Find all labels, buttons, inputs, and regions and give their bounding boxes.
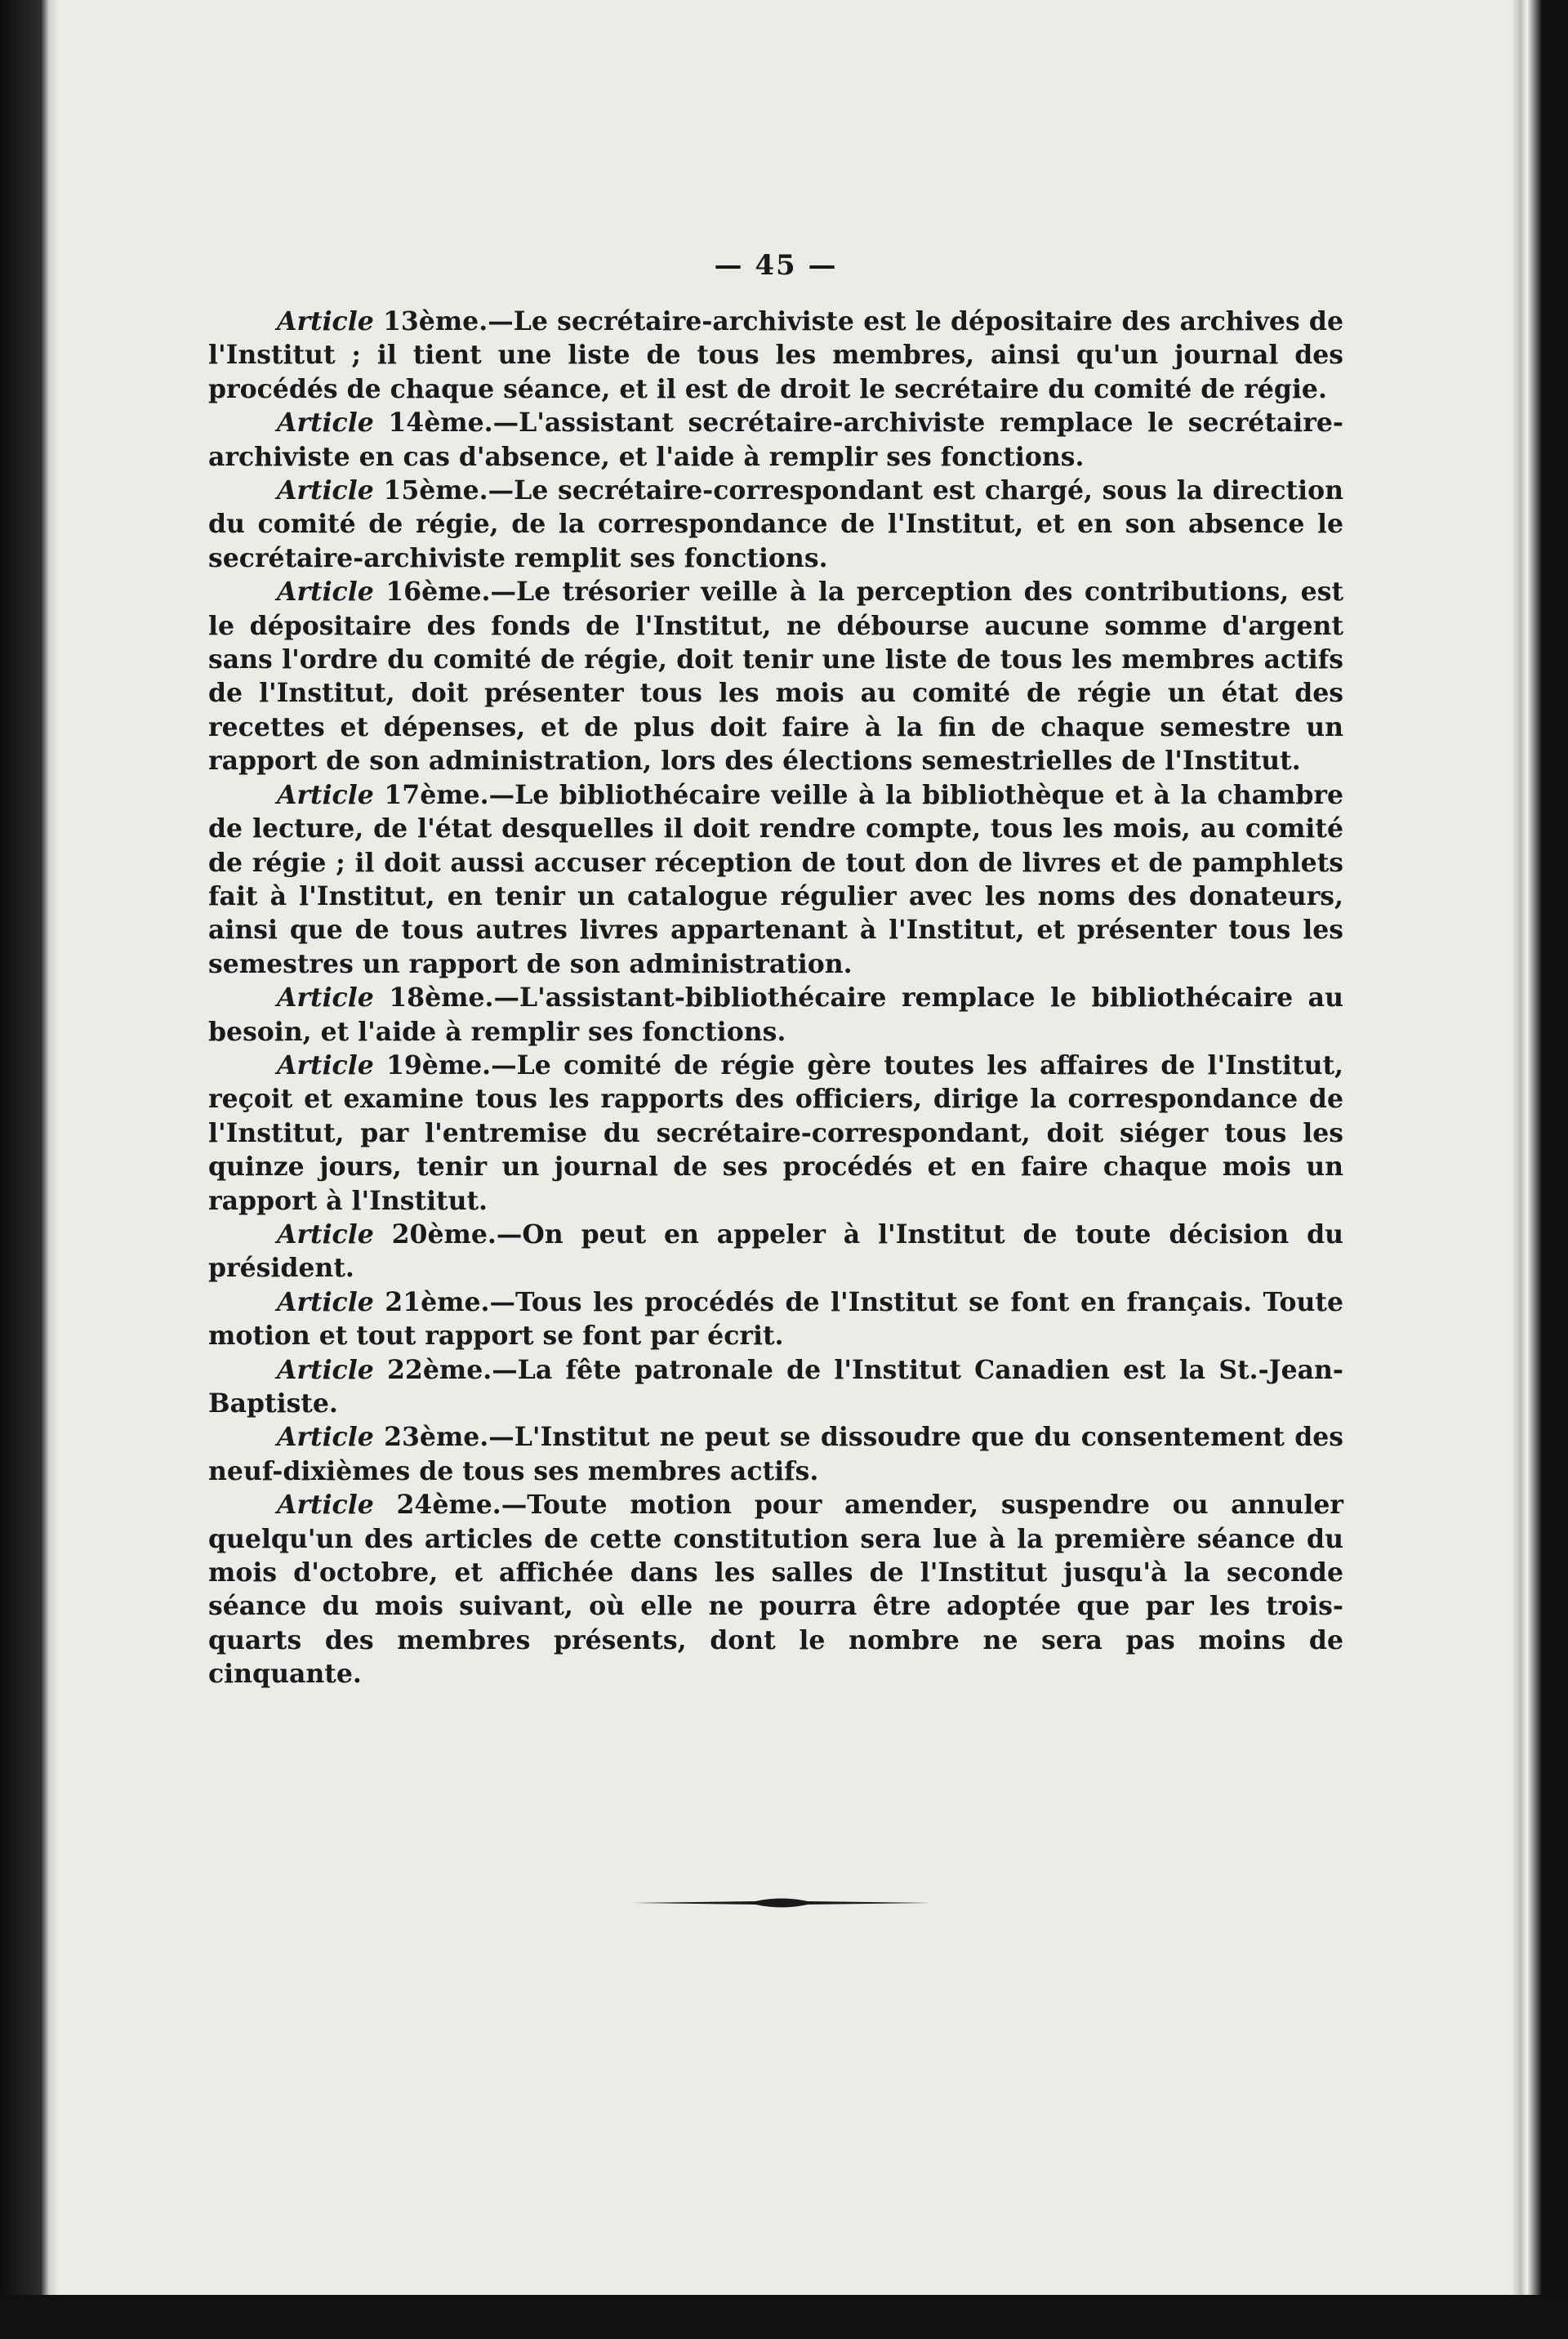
article-text: —La fête patronale de l'Institut Canadien est la St.-Jean-Baptiste. bbox=[208, 1354, 1343, 1419]
article-text: —On peut en appeler à l'Institut de toute décision du président. bbox=[208, 1219, 1343, 1284]
article-number: 22ème. bbox=[387, 1354, 492, 1385]
article-number: 23ème. bbox=[384, 1422, 489, 1453]
article-label: Article bbox=[277, 1286, 374, 1317]
article-text: —Le secrétaire-correspondant est chargé, sous la direction du comité de régie, de la correspondance de l'Institut, et en son absence le secrétaire-archiviste remplit ses fonctions. bbox=[208, 475, 1343, 573]
article-number: 13ème. bbox=[382, 306, 488, 336]
article-number: 21ème. bbox=[385, 1286, 490, 1317]
article-label: Article bbox=[277, 475, 374, 506]
article-number: 20ème. bbox=[391, 1219, 497, 1250]
article-text: —Le trésorier veille à la perception des contributions, est le dépositaire des fonds de l'Institut, ne débourse aucune somme d'argent sans l'ordre du comité de régie, doit tenir une liste de tous les membres actifs de l'Institut, doit présenter tous les mois au comité de régie un état des recettes et dépenses, et de plus doit faire à la fin de chaque semestre un rapport de son administration, lors des élections semestrielles de l'Institut. bbox=[208, 577, 1344, 777]
article-list bbox=[208, 305, 1343, 1691]
article-text: —L'assistant secrétaire-archiviste remplace le secrétaire-archiviste en cas d'absence, et l'aide à remplir ses fonctions. bbox=[208, 408, 1343, 472]
article-number: 18ème. bbox=[389, 982, 494, 1014]
page-left-shadow bbox=[0, 0, 59, 2339]
article-label: Article bbox=[277, 982, 374, 1014]
article-paragraph bbox=[208, 474, 1343, 575]
page-content bbox=[208, 249, 1343, 1691]
article-paragraph bbox=[208, 1049, 1343, 1218]
article-paragraph bbox=[208, 575, 1343, 777]
article-text: —Le comité de régie gère toutes les affaires de l'Institut, reçoit et examine tous les rapports des officiers, dirige la correspondance de l'Institut, par l'entremise du secrétaire-correspondant, doit siéger tous les quinze jours, tenir un journal de ses procédés et en faire chaque mois un rapport à l'Institut. bbox=[208, 1049, 1343, 1216]
article-number: 14ème. bbox=[388, 408, 493, 439]
article-label: Article bbox=[277, 1354, 374, 1385]
article-paragraph bbox=[208, 1285, 1343, 1353]
page-right-edge bbox=[1512, 0, 1568, 2339]
article-label: Article bbox=[277, 1422, 374, 1453]
article-label: Article bbox=[277, 408, 374, 439]
article-label: Article bbox=[277, 779, 374, 810]
article-text: —Le bibliothécaire veille à la bibliothèque et à la chambre de lecture, de l'état desquelles il doit rendre compte, tous les mois, au comité de régie ; il doit aussi accuser réception de tout don de livres et de pamphlets fait à l'Institut, en tenir un catalogue régulier avec les noms des donateurs, ainsi que de tous autres livres appartenant à l'Institut, et présenter tous les semestres un rapport de son administration. bbox=[208, 779, 1343, 979]
article-paragraph bbox=[208, 981, 1343, 1049]
article-paragraph bbox=[208, 406, 1343, 474]
ornamental-rule bbox=[633, 1897, 931, 1909]
article-paragraph bbox=[208, 1488, 1343, 1691]
article-paragraph bbox=[208, 305, 1343, 406]
article-text: —Toute motion pour amender, suspendre ou annuler quelqu'un des articles de cette constitution sera lue à la première séance du mois d'octobre, et affichée dans les salles de l'Institut jusqu'à la seconde séance du mois suivant, où elle ne pourra être adoptée que par les trois-quarts des membres présents, dont le nombre ne sera pas moins de cinquante. bbox=[208, 1490, 1343, 1690]
article-label: Article bbox=[277, 1049, 374, 1080]
article-text: —L'Institut ne peut se dissoudre que du consentement des neuf-dixièmes de tous ses membres actifs. bbox=[208, 1422, 1344, 1486]
article-label: Article bbox=[277, 306, 374, 336]
article-number: 24ème. bbox=[396, 1490, 501, 1521]
article-label: Article bbox=[277, 577, 374, 608]
article-number: 16ème. bbox=[385, 577, 491, 608]
article-number: 15ème. bbox=[383, 475, 488, 506]
article-label: Article bbox=[277, 1219, 374, 1250]
article-text: —L'assistant-bibliothécaire remplace le bibliothécaire au besoin, et l'aide à remplir ses fonctions. bbox=[208, 982, 1343, 1047]
article-number: 19ème. bbox=[385, 1049, 492, 1080]
article-text: —Tous les procédés de l'Institut se font en français. Toute motion et tout rapport se font par écrit. bbox=[208, 1286, 1343, 1352]
article-text: —Le secrétaire-archiviste est le dépositaire des archives de l'Institut ; il tient une liste de tous les membres, ainsi qu'un journal des procédés de chaque séance, et il est de droit le secrétaire du comité de régie. bbox=[208, 306, 1343, 404]
article-paragraph bbox=[208, 1218, 1343, 1285]
page-bottom-edge bbox=[0, 2295, 1568, 2339]
article-paragraph bbox=[208, 778, 1343, 981]
article-paragraph bbox=[208, 1420, 1343, 1488]
article-paragraph bbox=[208, 1353, 1343, 1421]
article-number: 17ème. bbox=[384, 779, 489, 810]
article-label: Article bbox=[277, 1490, 374, 1521]
page-number: — 45 — bbox=[714, 249, 838, 282]
